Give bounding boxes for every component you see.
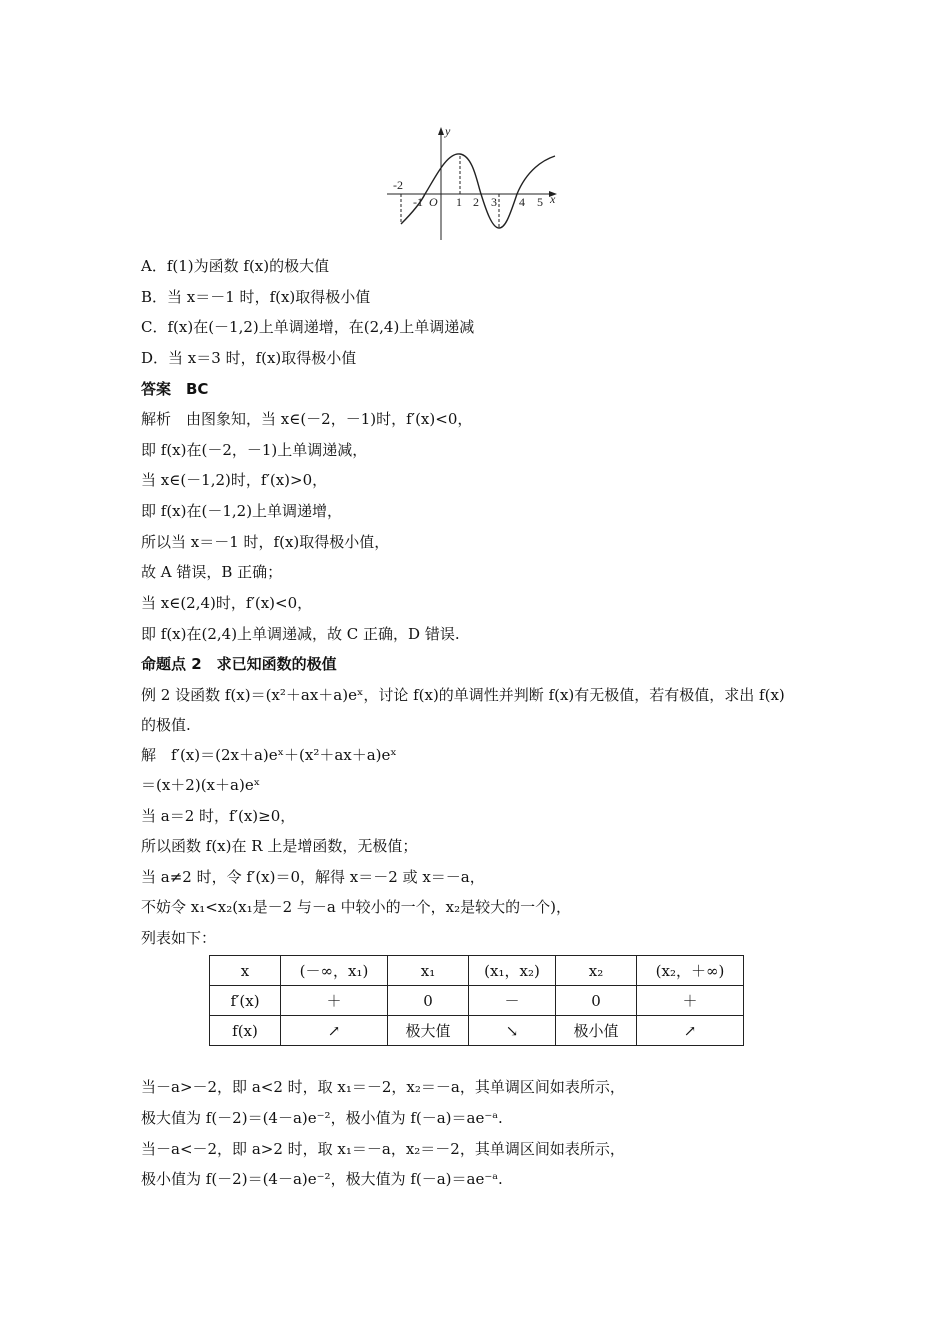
table-cell: x (210, 956, 281, 986)
table-cell: － (469, 986, 556, 1016)
solution-line-6: 不妨令 x₁<x₂(x₁是－2 与－a 中较小的一个，x₂是较大的一个)， (141, 898, 571, 916)
table-cell: 0 (556, 986, 637, 1016)
y-axis-label: y (445, 124, 451, 138)
solution-line-1: 解 f′(x)＝(2x＋a)eˣ＋(x²＋ax＋a)eˣ (141, 746, 397, 764)
table-cell: (－∞，x₁) (281, 956, 388, 986)
tick-label-2: 2 (473, 195, 479, 209)
tick-label-5: 5 (537, 195, 543, 209)
analysis-line-8: 即 f(x)在(2,4)上单调递减，故 C 正确，D 错误. (141, 625, 460, 643)
table-cell: 极大值 (388, 1016, 469, 1046)
solution-line-2: ＝(x＋2)(x＋a)eˣ (141, 776, 261, 794)
tick-label-neg1: -1 (413, 195, 423, 209)
table-cell: 极小值 (556, 1016, 637, 1046)
option-a: A．f(1)为函数 f(x)的极大值 (141, 257, 330, 275)
case-line-1: 当－a>－2，即 a<2 时，取 x₁＝－2，x₂＝－a，其单调区间如表所示， (141, 1078, 625, 1096)
table-row (210, 956, 744, 986)
table-cell: ↗ (281, 1016, 388, 1046)
table-cell: f(x) (210, 1016, 281, 1046)
table-cell: 0 (388, 986, 469, 1016)
analysis-line-1: 解析 由图象知，当 x∈(－2，－1)时，f′(x)<0， (141, 410, 473, 428)
analysis-line-7: 当 x∈(2,4)时，f′(x)<0， (141, 594, 313, 612)
origin-label: O (429, 195, 438, 209)
function-graph (385, 122, 565, 244)
table-cell: x₂ (556, 956, 637, 986)
option-d: D．当 x＝3 时，f(x)取得极小值 (141, 349, 357, 367)
case-line-2: 极大值为 f(－2)＝(4－a)e⁻²，极小值为 f(－a)＝ae⁻ᵃ. (141, 1109, 503, 1127)
monotonicity-table (209, 955, 744, 1046)
function-curve (401, 154, 555, 228)
table-cell: (x₂，＋∞) (637, 956, 744, 986)
analysis-line-2: 即 f(x)在(－2，－1)上单调递减， (141, 441, 368, 459)
tick-label-neg2: -2 (393, 178, 403, 192)
table-cell: ↘ (469, 1016, 556, 1046)
option-c: C．f(x)在(－1,2)上单调递增，在(2,4)上单调递减 (141, 318, 475, 336)
answer-line: 答案 BC (141, 380, 209, 398)
case-line-4: 极小值为 f(－2)＝(4－a)e⁻²，极大值为 f(－a)＝ae⁻ᵃ. (141, 1170, 503, 1188)
solution-line-3: 当 a＝2 时，f′(x)≥0， (141, 807, 296, 825)
table-cell: f′(x) (210, 986, 281, 1016)
analysis-line-3: 当 x∈(－1,2)时，f′(x)>0， (141, 471, 328, 489)
analysis-line-4: 即 f(x)在(－1,2)上单调递增， (141, 502, 343, 520)
table-cell: (x₁，x₂) (469, 956, 556, 986)
table-row (210, 986, 744, 1016)
table-cell: ＋ (281, 986, 388, 1016)
solution-line-4: 所以函数 f(x)在 R 上是增函数，无极值； (141, 837, 418, 855)
table-cell: ↗ (637, 1016, 744, 1046)
tick-label-1: 1 (456, 195, 462, 209)
y-axis-arrow (438, 127, 444, 135)
section-heading: 命题点 2 求已知函数的极值 (141, 655, 337, 673)
example-line-1: 例 2 设函数 f(x)＝(x²＋ax＋a)eˣ，讨论 f(x)的单调性并判断 f(x)有无极值，若有极值，求出 f(x) (141, 686, 785, 704)
option-b: B．当 x＝－1 时，f(x)取得极小值 (141, 288, 371, 306)
table-row (210, 1016, 744, 1046)
solution-line-7: 列表如下： (141, 929, 217, 947)
x-axis-label: x (550, 192, 556, 206)
solution-line-5: 当 a≠2 时，令 f′(x)＝0，解得 x＝－2 或 x＝－a， (141, 868, 485, 886)
case-line-3: 当－a<－2，即 a>2 时，取 x₁＝－a，x₂＝－2，其单调区间如表所示， (141, 1140, 625, 1158)
table-cell: ＋ (637, 986, 744, 1016)
analysis-line-6: 故 A 错误，B 正确； (141, 563, 283, 581)
table-cell: x₁ (388, 956, 469, 986)
tick-label-4: 4 (519, 195, 525, 209)
tick-label-3: 3 (491, 195, 497, 209)
example-line-2: 的极值. (141, 716, 191, 734)
analysis-line-5: 所以当 x＝－1 时，f(x)取得极小值， (141, 533, 390, 551)
